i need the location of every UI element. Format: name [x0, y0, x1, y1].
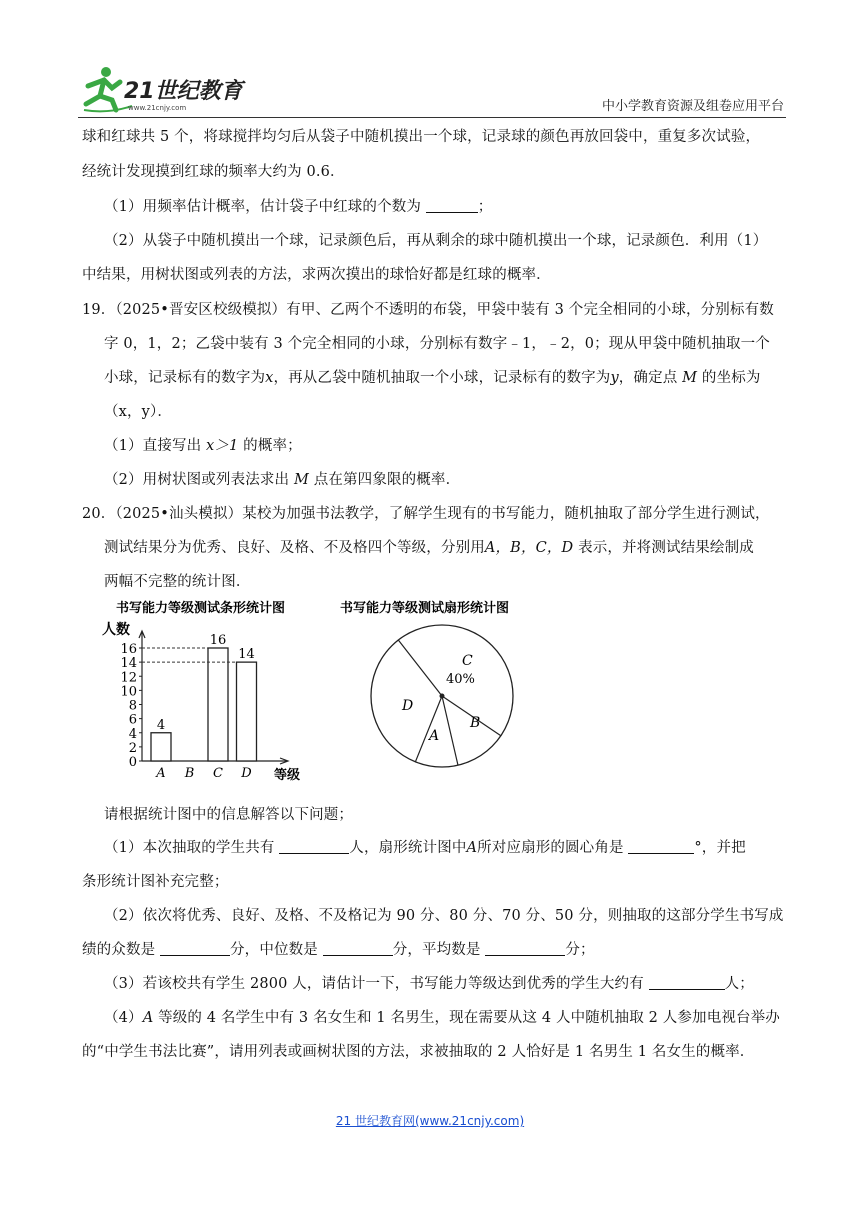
q20-sub-4-line-1: （4）A 等级的 4 名学生中有 3 名女生和 1 名男生，现在需要从这 4 人中随机抽取 2 人参加电视台举办 [104, 1010, 780, 1026]
bar-value-label: 14 [238, 647, 255, 663]
pie-chart [336, 596, 546, 790]
answer-blank[interactable] [426, 198, 478, 213]
q18-part-1: （1）用频率估计概率，估计袋子中红球的个数为 ； [104, 199, 493, 215]
bar-value-label: 16 [209, 633, 227, 648]
answer-blank[interactable] [649, 975, 725, 990]
q20-sub-1: （1）本次抽取的学生共有 人，扇形统计图中A所对应扇形的圆心角是 °，并把 [104, 840, 746, 856]
y-tick-label: 8 [128, 698, 137, 714]
x-axis-label: 等级 [274, 768, 301, 783]
x-tick-label: B [184, 766, 195, 781]
q18-line-1: 球和红球共 5 个，将球搅拌均匀后从袋子中随机摸出一个球，记录球的颜色再放回袋中，重复多次试验， [82, 129, 761, 145]
x-tick-label: C [213, 766, 223, 781]
q19-line-1: 19．（2025•晋安区校级模拟）有甲、乙两个不透明的布袋，甲袋中装有 3 个完全相同的小球，分别标有数 [82, 302, 774, 318]
pie-center [440, 694, 445, 699]
answer-blank[interactable] [628, 839, 694, 854]
pie-percent-label: 40% [446, 672, 475, 687]
q19-part-2: （2）用树状图或列表法求出 M 点在第四象限的概率． [104, 472, 461, 488]
y-tick-label: 14 [120, 656, 137, 672]
q20-line-2: 测试结果分为优秀、良好、及格、不及格四个等级，分别用A，B，C，D 表示，并将测试结果绘制成 [104, 540, 754, 556]
q18-line-2: 经统计发现摸到红球的频率大约为 0.6． [82, 164, 345, 180]
x-tick-label: D [241, 766, 252, 781]
q19-line-3: 小球，记录标有的数字为x，再从乙袋中随机抽取一个小球，记录标有的数字为y，确定点 M 的坐标为 [104, 370, 761, 386]
q20-instruction: 请根据统计图中的信息解答以下问题； [104, 807, 354, 823]
q20-line-1: 20．（2025•汕头模拟）某校为加强书法教学，了解学生现有的书写能力，随机抽取了部分学生进行测试， [82, 506, 770, 522]
y-tick-label: 6 [128, 712, 137, 728]
q18-part-2-line-2: 中结果，用树状图或列表的方法，求两次摸出的球恰好都是红球的概率． [82, 267, 551, 283]
answer-blank[interactable] [279, 839, 349, 854]
platform-name: 中小学教育资源及组卷应用平台 [601, 99, 784, 114]
q20-sub-2-line-1: （2）依次将优秀、良好、及格、不及格记为 90 分、80 分、70 分、50 分，则抽取的这部分学生书写成 [104, 908, 784, 924]
q20-line-3: 两幅不完整的统计图． [104, 574, 251, 590]
x-tick-label: A [156, 766, 166, 781]
y-axis-label: 人数 [102, 622, 130, 638]
y-tick-label: 12 [120, 670, 137, 686]
q19-line-2: 字 0，1，2；乙袋中装有 3 个完全相同的小球，分别标有数字﹣1，﹣2，0；现从甲袋中随机抽取一个 [104, 336, 770, 352]
q19-part-1: （1）直接写出 x＞1 的概率； [104, 438, 302, 454]
header-rule [78, 117, 786, 118]
y-tick-label: 16 [120, 642, 137, 657]
q20-sub-1-cont: 条形统计图补充完整； [82, 874, 229, 890]
y-tick-label: 4 [128, 726, 137, 742]
q20-sub-4-line-2: 的“中学生书法比赛”，请用列表或画树状图的方法，求被抽取的 2 人恰好是 1 名男生 1 名女生的概率． [82, 1044, 755, 1060]
site-logo [78, 64, 258, 120]
pie-label-A: A [429, 728, 440, 744]
pie-label-C: C [462, 653, 473, 669]
bar-D [237, 662, 257, 761]
bar-chart-title: 书写能力等级测试条形统计图 [116, 601, 286, 616]
pie-label-B: B [470, 715, 481, 731]
answer-blank[interactable] [485, 941, 565, 956]
logo-url: www.21cnjy.com [128, 104, 187, 112]
y-tick-label: 10 [120, 684, 137, 700]
pie-label-D: D [402, 698, 414, 714]
q20-sub-3: （3）若该校共有学生 2800 人，请估计一下，书写能力等级达到优秀的学生大约有 人； [104, 976, 754, 992]
footer-link[interactable]: 21 世纪教育网(www.21cnjy.com) [335, 1114, 525, 1128]
page-header [78, 64, 784, 116]
y-tick-label: 0 [128, 755, 137, 770]
q19-line-4: （x，y）． [104, 404, 173, 420]
pie-chart-title: 书写能力等级测试扇形统计图 [340, 601, 510, 616]
answer-blank[interactable] [323, 941, 393, 956]
bar-A [151, 733, 171, 761]
page-footer [0, 1112, 860, 1129]
y-tick-label: 2 [128, 740, 137, 756]
bar-C [208, 648, 228, 761]
q18-part-2-line-1: （2）从袋子中随机摸出一个球，记录颜色后，再从剩余的球中随机摸出一个球，记录颜色．利用（1） [104, 233, 768, 249]
answer-blank[interactable] [160, 941, 230, 956]
q20-sub-2-line-2: 绩的众数是 分，中位数是 分，平均数是 分； [82, 942, 595, 958]
bar-value-label: 4 [156, 717, 166, 733]
bar-chart [102, 596, 312, 790]
logo-text: 21世纪教育 [124, 79, 243, 104]
